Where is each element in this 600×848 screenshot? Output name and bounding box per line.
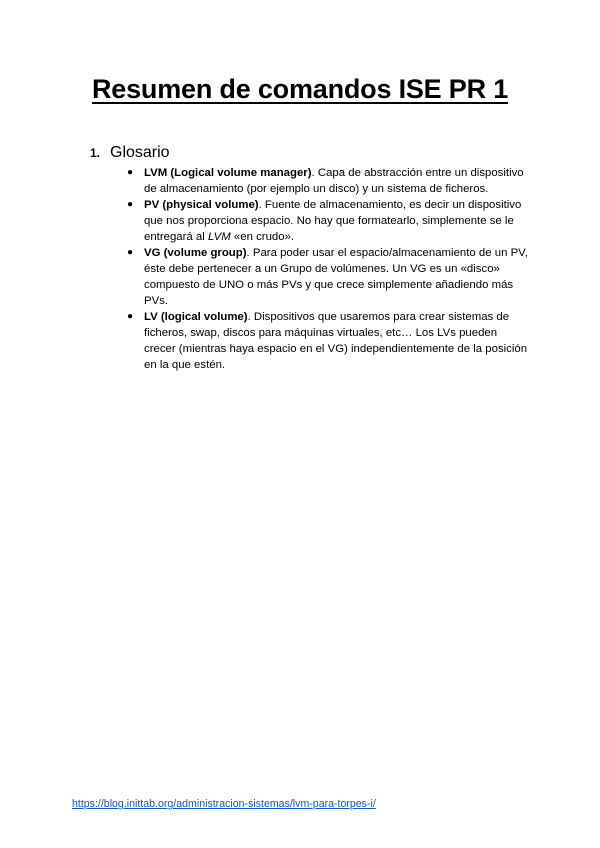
source-link[interactable]: https://blog.inittab.org/administracion-sistemas/lvm-para-torpes-i/ [72, 798, 376, 810]
glossary-item-lvm [127, 165, 530, 197]
section-title: Glosario [110, 144, 170, 161]
document-title: Resumen de comandos ISE PR 1 [91, 74, 509, 104]
glossary-definition: . Fuente de almacenamiento, es decir un dispositivo que nos proporciona espacio. No hay que formatearlo, simplemente se le entregará al [144, 199, 522, 243]
glossary-definition-italic: LVM [207, 231, 231, 243]
glossary-definition-end: «en crudo». [230, 231, 295, 243]
section-number: 1. [90, 146, 101, 160]
glossary-list [90, 165, 530, 373]
bullet-icon: ● [127, 311, 134, 322]
section-heading [90, 142, 530, 164]
glossary-item-pv [127, 197, 530, 245]
glossary-item-lv [127, 309, 530, 373]
bullet-icon: ● [127, 167, 134, 178]
glossary-term: PV (physical volume) [144, 199, 259, 211]
glossary-definition: . Dispositivos que usaremos para crear sistemas de ficheros, swap, discos para máquinas virtuales, etc… Los LVs pueden crecer (mientras haya espacio en el VG) independientemente de la posición en la que estén. [144, 311, 528, 371]
bullet-icon: ● [127, 247, 134, 258]
glossary-definition: . Para poder usar el espacio/almacenamiento de un PV, éste debe pertenecer a un Grupo de volúmenes. Un VG es un «disco» compuesto de UNO o más PVs y que crece simplemente añadiendo más PVs. [144, 247, 528, 307]
glossary-term: LV (logical volume) [144, 311, 248, 323]
glossary-definition: . Capa de abstracción entre un dispositivo de almacenamiento (por ejemplo un disco) y un sistema de ficheros. [144, 167, 524, 195]
glossary-term: VG (volume group) [144, 247, 247, 259]
glossary-term: LVM (Logical volume manager) [144, 167, 312, 179]
glossary-section [90, 142, 530, 373]
glossary-item-vg [127, 245, 530, 309]
bullet-icon: ● [127, 199, 134, 210]
